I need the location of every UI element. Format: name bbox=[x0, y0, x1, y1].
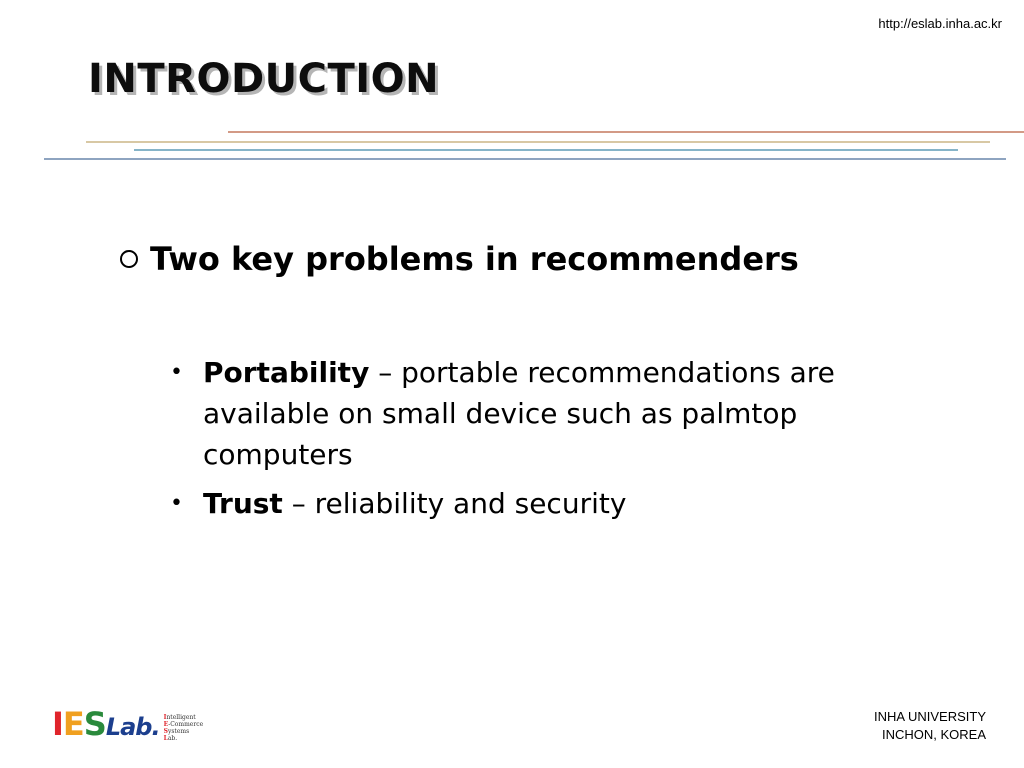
logo-letter-lab: Lab. bbox=[105, 713, 160, 741]
sub-bullet-list bbox=[170, 352, 890, 532]
logo-letter-e: E bbox=[62, 705, 84, 743]
title-rule-3 bbox=[134, 149, 958, 151]
footer-line-2: INCHON, KOREA bbox=[881, 727, 986, 742]
slide-title: INTRODUCTION bbox=[88, 56, 440, 102]
logo-line: Intelligent bbox=[163, 714, 196, 721]
logo-line: E-Commerce bbox=[163, 721, 204, 728]
sub-item-separator: – bbox=[369, 356, 402, 389]
sub-item-text bbox=[203, 352, 890, 475]
list-item bbox=[170, 352, 890, 475]
list-item bbox=[170, 483, 890, 524]
sub-item-term: Portability bbox=[203, 356, 370, 389]
title-rule-2 bbox=[86, 141, 990, 143]
bullet-dot-icon: • bbox=[170, 491, 183, 516]
logo-line: Systems bbox=[163, 728, 190, 735]
title-rule-4 bbox=[44, 158, 1006, 160]
footer-affiliation bbox=[874, 708, 986, 744]
main-bullet-text: Two key problems in recommenders bbox=[150, 240, 799, 278]
sub-item-term: Trust bbox=[203, 487, 283, 520]
logo-line: Lab. bbox=[163, 735, 178, 742]
logo-subtitle bbox=[164, 714, 204, 742]
sub-item-description: portable recommendations are available on small device such as palmtop computers bbox=[203, 356, 835, 471]
header-url: http://eslab.inha.ac.kr bbox=[878, 16, 1002, 31]
logo-letter-s: S bbox=[83, 705, 106, 743]
title-rule-1 bbox=[228, 131, 1024, 133]
main-bullet bbox=[120, 240, 799, 278]
sub-item-separator: – bbox=[282, 487, 315, 520]
hollow-circle-bullet-icon bbox=[120, 250, 138, 268]
ieslab-logo bbox=[52, 704, 203, 744]
logo-letter-i: I bbox=[52, 705, 63, 743]
bullet-dot-icon: • bbox=[170, 360, 183, 385]
sub-item-description: reliability and security bbox=[314, 487, 627, 520]
sub-item-text bbox=[203, 483, 626, 524]
logo-wordmark bbox=[52, 707, 160, 744]
footer-line-1: INHA UNIVERSITY bbox=[874, 709, 986, 724]
